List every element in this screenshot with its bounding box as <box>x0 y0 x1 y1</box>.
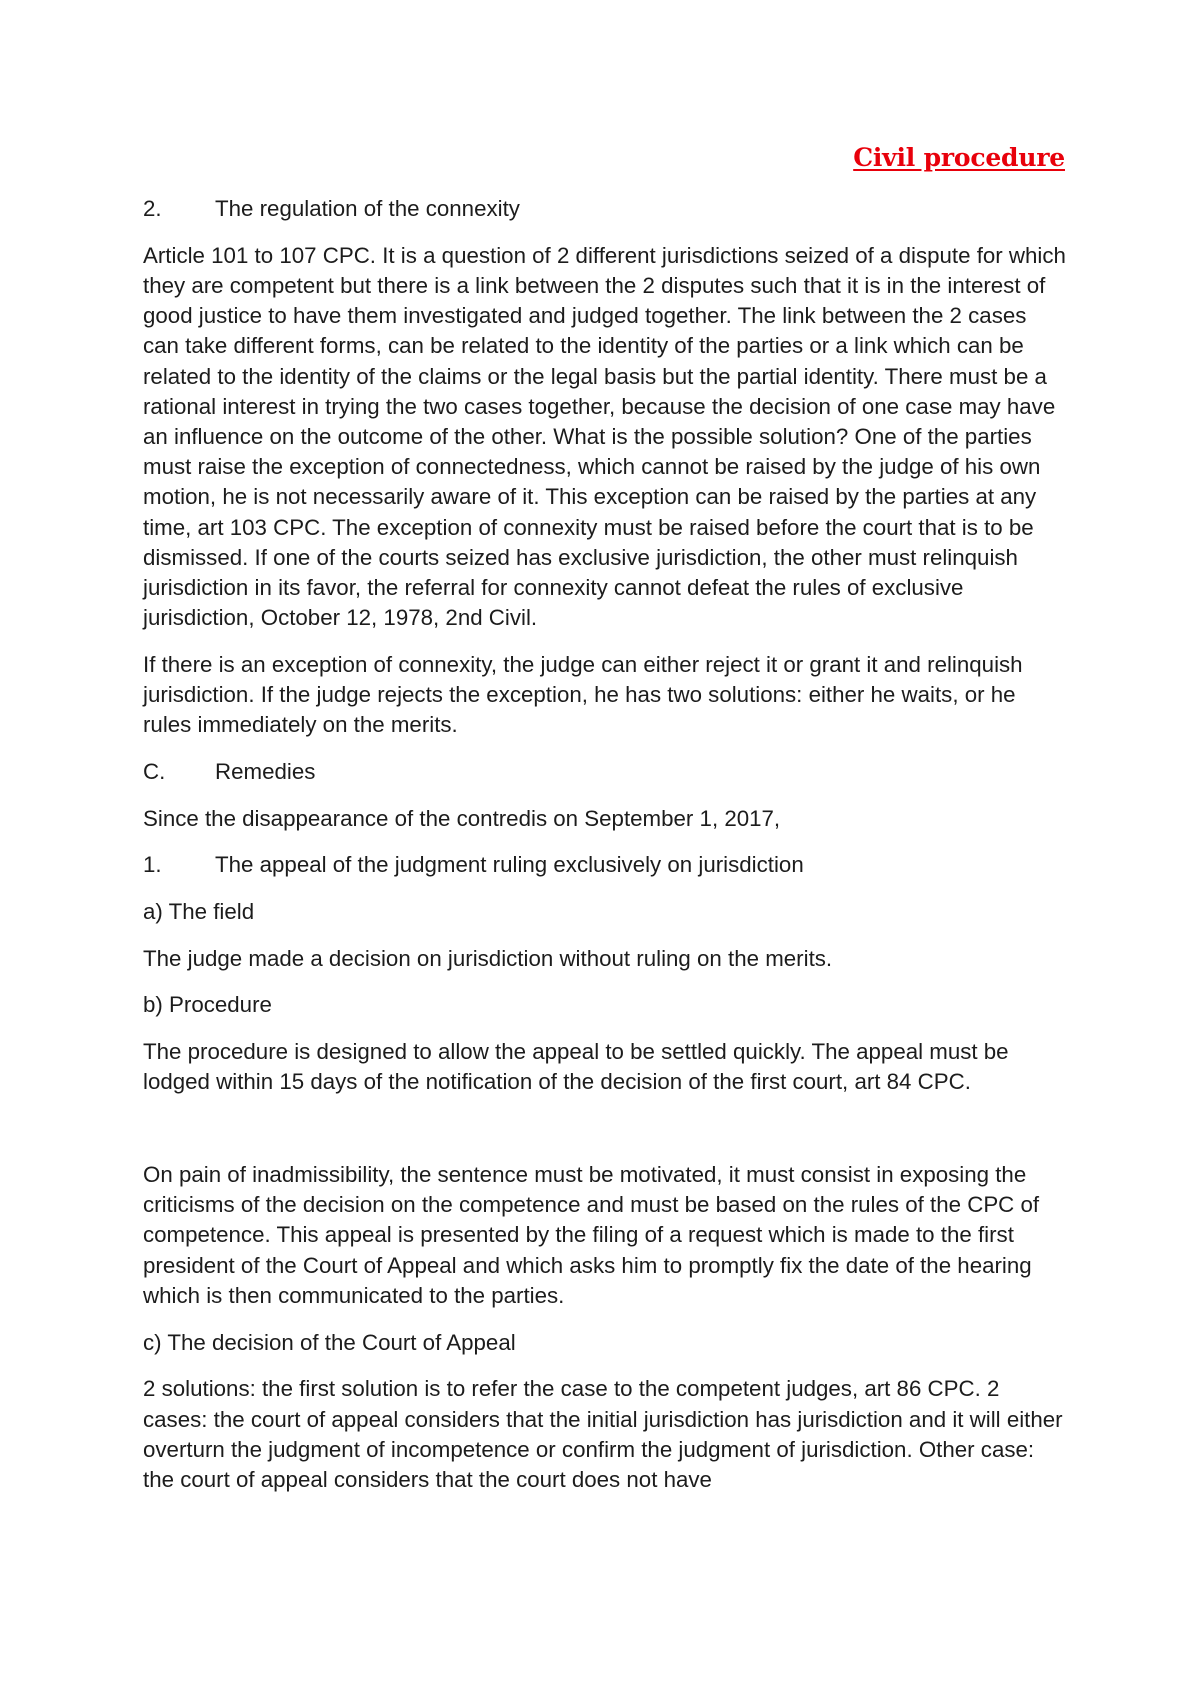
paragraph: The procedure is designed to allow the appeal to be settled quickly. The appeal must be lodged within 15 days of the notification of the decision of the first court, art 84 CPC. <box>143 1039 1009 1095</box>
document-title: Civil procedure <box>853 143 1065 172</box>
subheading: a) The field <box>143 899 255 925</box>
subheading: c) The decision of the Court of Appeal <box>143 1329 516 1355</box>
document-body <box>143 194 1068 1512</box>
section-number: 2. <box>143 196 162 221</box>
paragraph: Since the disappearance of the contredis on September 1, 2017, <box>143 805 781 831</box>
paragraph: Article 101 to 107 CPC. It is a question of 2 different jurisdictions seized of a dispute for which they are competent but there is a link between the 2 disputes such that it is in the interest of good justice to have them investigated and judged together. The link between the 2 cases can take different forms, can be related to the identity of the parties or a link which can be related to the identity of the claims or the legal basis but the partial identity. There must be a rational interest in trying the two cases together, because the decision of one case may have an influence on the outcome of the other. What is the possible solution? One of the parties must raise the exception of connectedness, which cannot be raised by the judge of his own motion, he is not necessarily aware of it. This exception can be raised by the parties at any time, art 103 CPC. The exception of connexity must be raised before the court that is to be dismissed. If one of the courts seized has exclusive jurisdiction, the other must relinquish jurisdiction in its favor, the referral for connexity cannot defeat the rules of exclusive jurisdiction, October 12, 1978, 2nd Civil. <box>143 242 1066 631</box>
section-number: 1. <box>143 852 162 878</box>
paragraph: If there is an exception of connexity, the judge can either reject it or grant it and relinquish jurisdiction. If the judge rejects the exception, he has two solutions: either he waits, or he rules immediately on the merits. <box>143 651 1023 738</box>
section-number: C. <box>143 758 166 784</box>
blank-spacer <box>143 1114 1068 1160</box>
section-title: Remedies <box>215 758 316 784</box>
section-heading <box>143 194 1068 224</box>
paragraph: The judge made a decision on jurisdiction without ruling on the merits. <box>143 945 833 971</box>
paragraph: On pain of inadmissibility, the sentence must be motivated, it must consist in exposing the criticisms of the decision on the competence and must be based on the rules of the CPC of competence. This appeal is presented by the filing of a request which is made to the first president of the Court of Appeal and which asks him to promptly fix the date of the hearing which is then communicated to the parties. <box>143 1162 1040 1308</box>
section-title: The appeal of the judgment ruling exclusively on jurisdiction <box>215 852 804 878</box>
section-heading <box>143 850 1068 880</box>
section-heading <box>143 757 1068 787</box>
paragraph: 2 solutions: the first solution is to refer the case to the competent judges, art 86 CPC. 2 cases: the court of appeal considers that the initial jurisdiction has jurisdiction and it will either overturn the judgment of incompetence or confirm the judgment of jurisdiction. Other case: the court of appeal considers that the court does not have <box>143 1376 1063 1492</box>
subheading: b) Procedure <box>143 992 272 1018</box>
section-title: The regulation of the connexity <box>215 196 520 221</box>
